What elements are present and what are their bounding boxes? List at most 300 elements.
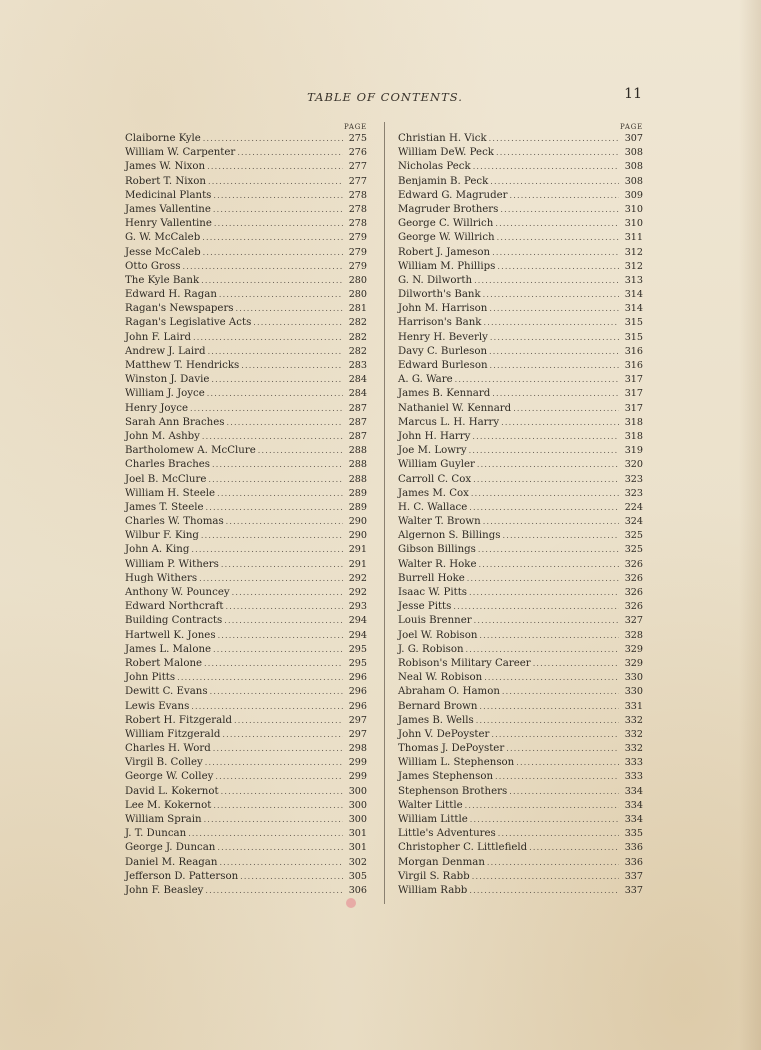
toc-entry bbox=[125, 742, 367, 756]
column-divider bbox=[384, 122, 385, 904]
toc-entry-page: 337 bbox=[624, 870, 643, 882]
dot-leader bbox=[516, 756, 619, 770]
dot-leader bbox=[489, 132, 619, 146]
toc-entry-page: 308 bbox=[624, 147, 643, 159]
dot-leader bbox=[240, 870, 343, 884]
toc-entry-title: Robert H. Fitzgerald bbox=[125, 714, 232, 726]
toc-entry bbox=[398, 685, 643, 699]
toc-entry bbox=[125, 543, 367, 557]
dot-leader bbox=[241, 359, 343, 373]
toc-entry bbox=[125, 728, 367, 742]
toc-entry-title: Burrell Hoke bbox=[398, 572, 465, 584]
toc-entry-title: George J. Duncan bbox=[125, 842, 216, 854]
toc-entry-title: Walter R. Hoke bbox=[398, 558, 477, 570]
page-number: 11 bbox=[624, 86, 642, 102]
toc-entry bbox=[125, 586, 367, 600]
toc-entry bbox=[125, 316, 367, 330]
toc-entry bbox=[125, 444, 367, 458]
dot-leader bbox=[495, 770, 619, 784]
toc-entry-page: 292 bbox=[348, 587, 367, 598]
toc-entry-page: 287 bbox=[348, 402, 367, 414]
toc-entry-title: Davy C. Burleson bbox=[398, 345, 488, 357]
dot-leader bbox=[489, 302, 619, 316]
toc-entry-title: William DeW. Peck bbox=[398, 147, 494, 159]
dot-leader bbox=[510, 189, 619, 203]
dot-leader bbox=[193, 331, 343, 345]
toc-entry-title: Lee M. Kokernot bbox=[125, 799, 212, 811]
toc-entry-page: 306 bbox=[348, 884, 367, 896]
dot-leader bbox=[205, 884, 343, 898]
toc-entry-page: 314 bbox=[624, 303, 643, 315]
toc-entry-page: 276 bbox=[348, 147, 367, 159]
toc-entry-page: 332 bbox=[624, 714, 643, 726]
dot-leader bbox=[210, 685, 343, 699]
dot-leader bbox=[487, 856, 619, 870]
toc-entry-title: H. C. Wallace bbox=[398, 501, 468, 513]
dot-leader bbox=[203, 132, 343, 146]
dot-leader bbox=[222, 728, 343, 742]
dot-leader bbox=[214, 217, 343, 231]
dot-leader bbox=[225, 600, 343, 614]
toc-entry-title: Christopher C. Littlefield bbox=[398, 842, 528, 854]
toc-entry-title: George C. Willrich bbox=[398, 218, 494, 230]
toc-entry-title: Henry Vallentine bbox=[125, 218, 212, 230]
dot-leader bbox=[217, 841, 343, 855]
dot-leader bbox=[258, 444, 343, 458]
toc-entry bbox=[398, 841, 643, 855]
toc-entry-page: 300 bbox=[348, 799, 367, 811]
toc-entry-title: Joel B. McClure bbox=[125, 473, 207, 485]
toc-entry-page: 278 bbox=[348, 189, 367, 201]
page-column-heading: PAGE bbox=[619, 123, 643, 131]
dot-leader bbox=[470, 813, 619, 827]
toc-entry bbox=[125, 629, 367, 643]
toc-entry bbox=[125, 387, 367, 401]
dot-leader bbox=[471, 487, 619, 501]
dot-leader bbox=[224, 614, 343, 628]
toc-entry-page: 326 bbox=[624, 587, 643, 598]
toc-column-right bbox=[398, 122, 643, 898]
dot-leader bbox=[490, 175, 619, 189]
dot-leader bbox=[203, 246, 343, 260]
toc-entry-page: 281 bbox=[348, 303, 367, 315]
toc-entry-title: Lewis Evans bbox=[125, 700, 190, 712]
toc-entry bbox=[398, 231, 643, 245]
toc-entry-page: 308 bbox=[624, 161, 643, 173]
toc-entry-title: Hugh Withers bbox=[125, 572, 198, 584]
toc-entry-page: 296 bbox=[348, 672, 367, 684]
toc-entry-page: 333 bbox=[624, 757, 643, 769]
dot-leader bbox=[204, 657, 343, 671]
toc-entry-page: 305 bbox=[348, 870, 367, 882]
toc-entry-page: 307 bbox=[624, 133, 643, 144]
toc-entry bbox=[125, 416, 367, 430]
toc-entry-page: 279 bbox=[348, 232, 367, 244]
toc-entry bbox=[125, 841, 367, 855]
dot-leader bbox=[213, 742, 343, 756]
toc-entry bbox=[125, 274, 367, 288]
dot-leader bbox=[204, 813, 343, 827]
toc-entry bbox=[398, 217, 643, 231]
toc-entry-page: 300 bbox=[348, 785, 367, 797]
toc-entry-page: 287 bbox=[348, 430, 367, 442]
toc-entry bbox=[125, 515, 367, 529]
toc-entry-title: Gibson Billings bbox=[398, 544, 476, 556]
toc-entry bbox=[125, 175, 367, 189]
toc-entry-title: John V. DePoyster bbox=[398, 728, 490, 740]
toc-entry-page: 336 bbox=[624, 856, 643, 868]
dot-leader bbox=[497, 231, 619, 245]
toc-entry bbox=[125, 288, 367, 302]
toc-entry-title: A. G. Ware bbox=[398, 374, 453, 386]
dot-leader bbox=[202, 231, 343, 245]
toc-entry-title: Nathaniel W. Kennard bbox=[398, 402, 512, 414]
toc-entry bbox=[398, 175, 643, 189]
toc-entry-title: Joel W. Robison bbox=[398, 629, 478, 641]
toc-entry-page: 297 bbox=[348, 714, 367, 726]
toc-entry-page: 295 bbox=[348, 643, 367, 655]
toc-entry bbox=[398, 387, 643, 401]
toc-entry-title: John M. Harrison bbox=[398, 303, 488, 315]
toc-entry-title: James Vallentine bbox=[125, 203, 211, 215]
toc-entry-page: 278 bbox=[348, 218, 367, 230]
toc-entry-title: William Little bbox=[398, 814, 468, 825]
toc-entry-page: 282 bbox=[348, 345, 367, 357]
toc-entry-title: James W. Nixon bbox=[125, 161, 206, 173]
toc-entry bbox=[398, 246, 643, 260]
toc-entry-page: 315 bbox=[624, 317, 643, 329]
toc-entry-page: 301 bbox=[348, 842, 367, 854]
toc-entry-page: 277 bbox=[348, 175, 367, 187]
toc-entry-title: Dilworth's Bank bbox=[398, 289, 481, 301]
dot-leader bbox=[501, 416, 619, 430]
dot-leader bbox=[191, 700, 343, 714]
toc-entry-page: 297 bbox=[348, 728, 367, 740]
toc-entry bbox=[125, 231, 367, 245]
toc-entry bbox=[125, 430, 367, 444]
dot-leader bbox=[506, 742, 619, 756]
toc-entry-page: 300 bbox=[348, 814, 367, 825]
toc-entry bbox=[398, 643, 643, 657]
dot-leader bbox=[213, 643, 343, 657]
toc-entry bbox=[125, 302, 367, 316]
toc-entry bbox=[398, 742, 643, 756]
toc-entry-title: Abraham O. Hamon bbox=[398, 686, 500, 698]
toc-entry bbox=[398, 756, 643, 770]
dot-leader bbox=[207, 160, 343, 174]
toc-entry bbox=[125, 714, 367, 728]
toc-entry-title: John F. Laird bbox=[125, 331, 192, 343]
toc-entry bbox=[398, 444, 643, 458]
dot-leader bbox=[477, 458, 619, 472]
dot-leader bbox=[478, 543, 619, 557]
toc-entries-right bbox=[398, 132, 643, 898]
toc-entry bbox=[125, 473, 367, 487]
toc-entry bbox=[398, 487, 643, 501]
toc-entry bbox=[398, 302, 643, 316]
toc-entry-title: Claiborne Kyle bbox=[125, 133, 201, 144]
toc-entry-title: John F. Beasley bbox=[125, 884, 204, 896]
toc-entry bbox=[125, 501, 367, 515]
toc-entry-title: William H. Steele bbox=[125, 487, 216, 499]
dot-leader bbox=[495, 217, 619, 231]
toc-entry-page: 308 bbox=[624, 175, 643, 187]
toc-entry-title: Robison's Military Career bbox=[398, 657, 531, 669]
dot-leader bbox=[183, 260, 343, 274]
toc-entry-title: William P. Withers bbox=[125, 558, 219, 570]
dot-leader bbox=[479, 629, 619, 643]
running-header-title: TABLE OF CONTENTS. bbox=[307, 90, 463, 104]
toc-entry-title: Edward H. Ragan bbox=[125, 289, 217, 301]
dot-leader bbox=[497, 260, 619, 274]
toc-entry-page: 325 bbox=[624, 544, 643, 556]
toc-entry bbox=[125, 813, 367, 827]
toc-entry bbox=[125, 132, 367, 146]
dot-leader bbox=[201, 274, 343, 288]
toc-entry-title: G. W. McCaleb bbox=[125, 232, 201, 244]
dot-leader bbox=[479, 558, 619, 572]
toc-entry bbox=[125, 146, 367, 160]
dot-leader bbox=[217, 487, 343, 501]
toc-entry bbox=[125, 827, 367, 841]
toc-entry bbox=[398, 529, 643, 543]
toc-entry bbox=[398, 600, 643, 614]
toc-entry-page: 310 bbox=[624, 218, 643, 230]
toc-entry bbox=[125, 856, 367, 870]
toc-entry-title: Charles W. Thomas bbox=[125, 516, 224, 528]
dot-leader bbox=[237, 146, 343, 160]
toc-entry-page: 327 bbox=[624, 615, 643, 627]
toc-entry-page: 290 bbox=[348, 530, 367, 542]
toc-entry-page: 278 bbox=[348, 203, 367, 215]
toc-entry-title: Henry H. Beverly bbox=[398, 331, 488, 343]
toc-entry bbox=[398, 700, 643, 714]
dot-leader bbox=[208, 473, 343, 487]
toc-entry bbox=[125, 189, 367, 203]
dot-leader bbox=[472, 870, 619, 884]
toc-entry bbox=[398, 770, 643, 784]
toc-entry-title: Edward Northcraft bbox=[125, 601, 224, 613]
dot-leader bbox=[483, 288, 619, 302]
toc-entry-page: 309 bbox=[624, 189, 643, 201]
toc-entry-title: Hartwell K. Jones bbox=[125, 629, 216, 641]
toc-entry bbox=[398, 572, 643, 586]
toc-entry-title: John H. Harry bbox=[398, 430, 471, 442]
toc-entry-title: Jesse McCaleb bbox=[125, 246, 201, 258]
toc-entry-page: 330 bbox=[624, 672, 643, 684]
toc-entry-title: Daniel M. Reagan bbox=[125, 856, 218, 868]
toc-entry-page: 316 bbox=[624, 360, 643, 371]
toc-entry bbox=[125, 345, 367, 359]
dot-leader bbox=[533, 657, 619, 671]
toc-entry bbox=[398, 671, 643, 685]
toc-entry-page: 296 bbox=[348, 700, 367, 712]
toc-entry-title: Stephenson Brothers bbox=[398, 785, 508, 797]
toc-entry bbox=[125, 203, 367, 217]
toc-entry-title: George W. Colley bbox=[125, 771, 214, 783]
toc-entry-title: The Kyle Bank bbox=[125, 274, 200, 286]
dot-leader bbox=[484, 671, 619, 685]
dot-leader bbox=[219, 288, 343, 302]
toc-entry bbox=[125, 700, 367, 714]
toc-entry-title: David L. Kokernot bbox=[125, 785, 219, 797]
toc-entry-title: William L. Stephenson bbox=[398, 757, 515, 769]
toc-entry-title: William Fitzgerald bbox=[125, 728, 221, 740]
dot-leader bbox=[206, 501, 343, 515]
toc-entry-title: Otto Gross bbox=[125, 260, 181, 272]
toc-entry-title: Wilbur F. King bbox=[125, 530, 199, 542]
toc-entry bbox=[398, 260, 643, 274]
toc-entry bbox=[398, 827, 643, 841]
toc-entry-page: 295 bbox=[348, 657, 367, 669]
dot-leader bbox=[509, 785, 619, 799]
dot-leader bbox=[496, 146, 619, 160]
dot-leader bbox=[469, 501, 619, 515]
toc-entry bbox=[125, 756, 367, 770]
toc-entry-title: Marcus L. H. Harry bbox=[398, 416, 500, 428]
toc-entry bbox=[125, 246, 367, 260]
toc-entry-title: Robert Malone bbox=[125, 657, 203, 669]
toc-entry bbox=[398, 657, 643, 671]
toc-entry-title: Virgil B. Colley bbox=[125, 757, 203, 769]
toc-entry bbox=[125, 160, 367, 174]
toc-entry bbox=[398, 884, 643, 898]
ink-stain bbox=[346, 898, 356, 908]
dot-leader bbox=[469, 444, 619, 458]
toc-entry-page: 288 bbox=[348, 473, 367, 485]
toc-entry-page: 283 bbox=[348, 360, 367, 371]
toc-entry-title: Matthew T. Hendricks bbox=[125, 360, 240, 371]
toc-entry-title: Robert T. Nixon bbox=[125, 175, 206, 187]
toc-entry-page: 331 bbox=[624, 700, 643, 712]
toc-entry bbox=[125, 870, 367, 884]
toc-entry bbox=[125, 260, 367, 274]
toc-entry bbox=[398, 614, 643, 628]
toc-entry-page: 279 bbox=[348, 246, 367, 258]
toc-entry bbox=[125, 614, 367, 628]
toc-entry-page: 320 bbox=[624, 459, 643, 471]
toc-entry-page: 290 bbox=[348, 516, 367, 528]
dot-leader bbox=[213, 203, 343, 217]
dot-leader bbox=[513, 402, 619, 416]
dot-leader bbox=[529, 841, 619, 855]
dot-leader bbox=[492, 246, 619, 260]
toc-entry-title: G. N. Dilworth bbox=[398, 274, 473, 286]
dot-leader bbox=[234, 714, 343, 728]
toc-entry-page: 323 bbox=[624, 487, 643, 499]
toc-entry-title: James B. Wells bbox=[398, 714, 474, 726]
dot-leader bbox=[473, 473, 619, 487]
toc-entry bbox=[125, 217, 367, 231]
toc-entry-title: Virgil S. Rabb bbox=[398, 870, 470, 882]
toc-entry-title: John M. Ashby bbox=[125, 430, 200, 442]
toc-entry-title: William Rabb bbox=[398, 884, 468, 896]
toc-entry bbox=[125, 572, 367, 586]
dot-leader bbox=[208, 175, 343, 189]
toc-entry bbox=[125, 600, 367, 614]
toc-entry-page: 317 bbox=[624, 388, 643, 400]
toc-entry-page: 292 bbox=[348, 572, 367, 584]
toc-entry-title: Jesse Pitts bbox=[398, 601, 452, 613]
toc-entry-page: 316 bbox=[624, 345, 643, 357]
toc-entry-title: William M. Phillips bbox=[398, 260, 496, 272]
toc-entry bbox=[125, 487, 367, 501]
toc-entry-page: 284 bbox=[348, 374, 367, 386]
dot-leader bbox=[213, 189, 343, 203]
toc-entry-title: Henry Joyce bbox=[125, 402, 189, 414]
dot-leader bbox=[474, 614, 619, 628]
toc-entry-page: 325 bbox=[624, 530, 643, 542]
toc-entry-title: James M. Cox bbox=[398, 487, 469, 499]
dot-leader bbox=[492, 387, 619, 401]
toc-entry-page: 280 bbox=[348, 289, 367, 301]
toc-entry-page: 279 bbox=[348, 260, 367, 272]
toc-entry-title: James Stephenson bbox=[398, 771, 494, 783]
toc-entry-title: Andrew J. Laird bbox=[125, 345, 206, 357]
page-column-heading: PAGE bbox=[343, 123, 367, 131]
toc-entry-page: 299 bbox=[348, 757, 367, 769]
toc-entry-title: Jefferson D. Patterson bbox=[125, 870, 239, 882]
toc-entry-title: Benjamin B. Peck bbox=[398, 175, 489, 187]
toc-entry-page: 312 bbox=[624, 260, 643, 272]
toc-entry bbox=[125, 359, 367, 373]
toc-entry-page: 335 bbox=[624, 828, 643, 840]
toc-entry-page: 336 bbox=[624, 842, 643, 854]
dot-leader bbox=[191, 543, 343, 557]
toc-entry-title: Harrison's Bank bbox=[398, 317, 482, 329]
dot-leader bbox=[205, 756, 343, 770]
toc-entry bbox=[398, 203, 643, 217]
dot-leader bbox=[469, 884, 619, 898]
toc-entry bbox=[398, 274, 643, 288]
toc-entry-title: Ragan's Legislative Acts bbox=[125, 317, 252, 329]
toc-entry-page: 282 bbox=[348, 331, 367, 343]
toc-entry bbox=[398, 132, 643, 146]
dot-leader bbox=[472, 430, 619, 444]
dot-leader bbox=[253, 316, 343, 330]
toc-entry-page: 301 bbox=[348, 828, 367, 840]
toc-entry bbox=[125, 685, 367, 699]
toc-entry-page: 312 bbox=[624, 246, 643, 258]
dot-leader bbox=[218, 629, 343, 643]
toc-entry-title: Morgan Denman bbox=[398, 856, 485, 868]
toc-entry-title: Walter Little bbox=[398, 799, 463, 811]
toc-entry-title: Thomas J. DePoyster bbox=[398, 743, 505, 755]
toc-entry-title: Isaac W. Pitts bbox=[398, 587, 468, 598]
dot-leader bbox=[474, 274, 619, 288]
toc-entry-page: 298 bbox=[348, 743, 367, 755]
toc-entry-page: 289 bbox=[348, 487, 367, 499]
toc-entry bbox=[398, 331, 643, 345]
toc-entry-title: Charles Braches bbox=[125, 459, 211, 471]
toc-entry-title: Nicholas Peck bbox=[398, 161, 471, 173]
toc-entry bbox=[398, 543, 643, 557]
toc-entry-title: Building Contracts bbox=[125, 615, 223, 627]
toc-entry-page: 328 bbox=[624, 629, 643, 641]
toc-entry-title: Charles H. Word bbox=[125, 743, 211, 755]
dot-leader bbox=[219, 856, 343, 870]
toc-entry-page: 224 bbox=[624, 501, 643, 513]
toc-entry bbox=[398, 586, 643, 600]
toc-entry-title: Edward G. Magruder bbox=[398, 189, 508, 201]
toc-entry bbox=[125, 671, 367, 685]
dot-leader bbox=[469, 586, 619, 600]
toc-entry-page: 326 bbox=[624, 572, 643, 584]
toc-entry-title: Bernard Brown bbox=[398, 700, 478, 712]
toc-entry-page: 332 bbox=[624, 743, 643, 755]
toc-entry-page: 299 bbox=[348, 771, 367, 783]
toc-entry bbox=[125, 373, 367, 387]
